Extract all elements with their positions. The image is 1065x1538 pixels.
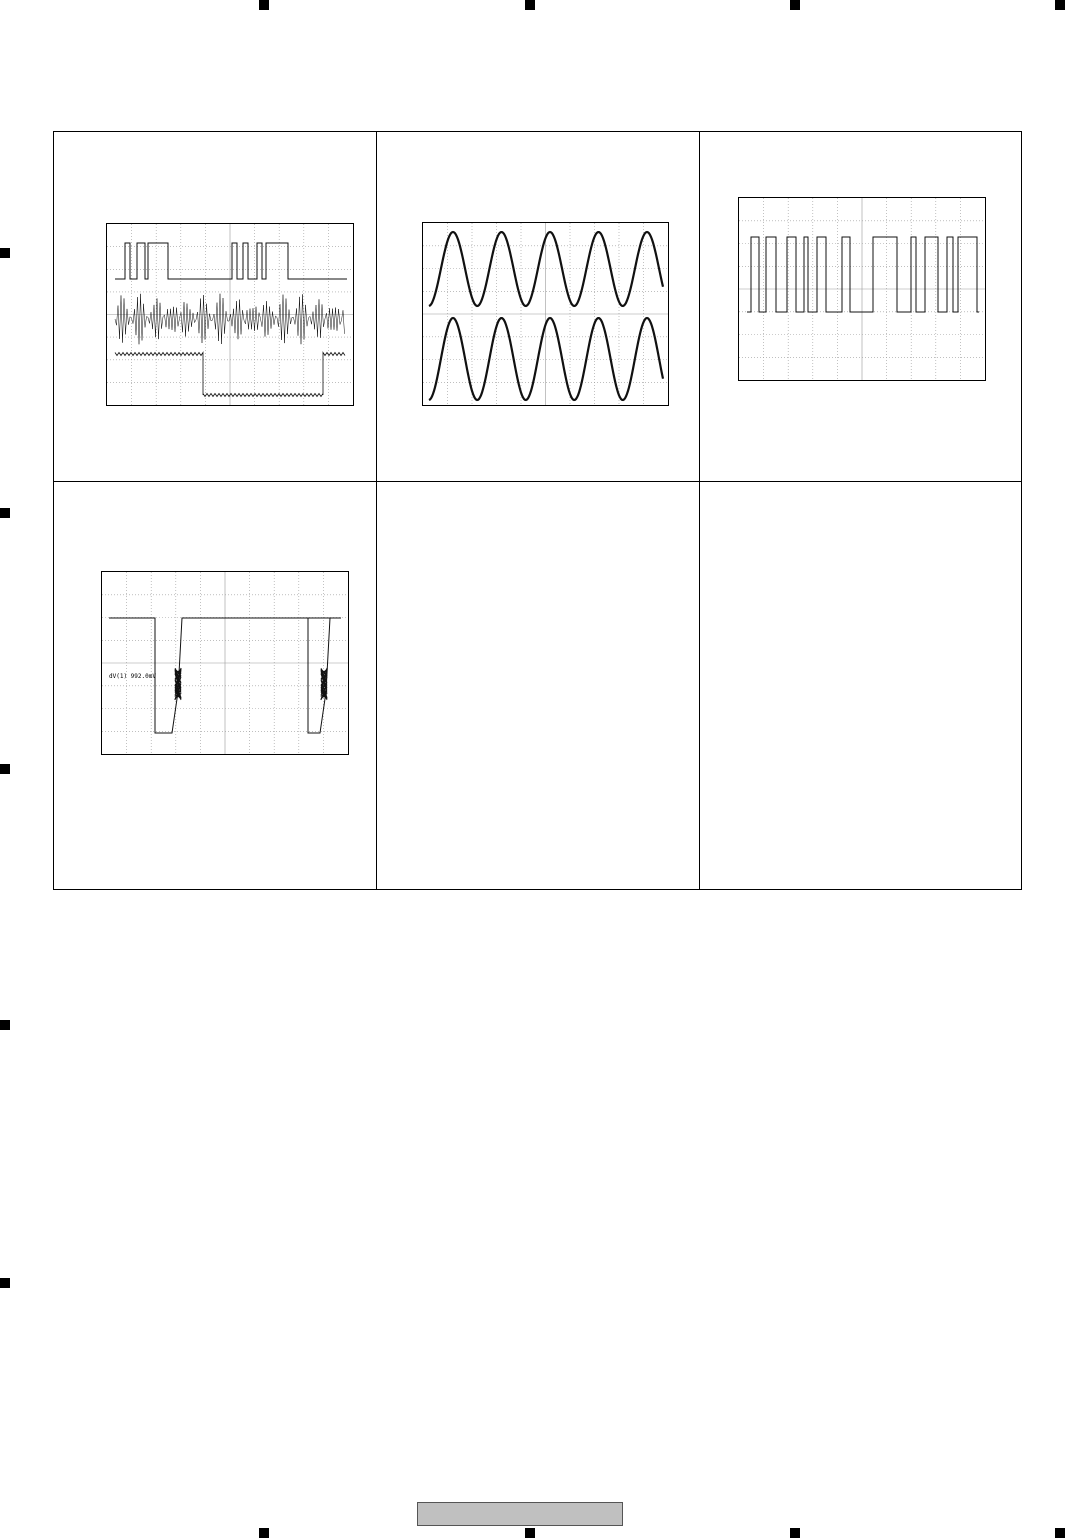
waveform-1-trace-pulses [115,243,347,279]
waveform-4-burst-2 [321,668,327,700]
waveform-3-plot [739,198,985,380]
registration-mark-top-2 [525,0,535,10]
waveform-4-burst-1 [175,668,181,700]
registration-mark-top-4 [1055,0,1065,10]
waveform-1-scope [106,223,354,406]
registration-mark-bottom-2 [525,1528,535,1538]
waveform-2-scope [422,222,669,406]
waveform-3-scope [738,197,986,381]
waveform-2-trace-upper [429,232,663,306]
table-divider-horizontal [54,481,1021,482]
registration-mark-left-5 [0,1278,10,1288]
registration-mark-top-3 [790,0,800,10]
waveform-4-plot [102,572,348,754]
registration-mark-bottom-4 [1055,1528,1065,1538]
registration-mark-left-3 [0,764,10,774]
waveform-3-trace [747,237,979,312]
waveform-4-scope [101,571,349,755]
registration-mark-left-1 [0,248,10,258]
registration-mark-top-1 [259,0,269,10]
registration-mark-left-2 [0,508,10,518]
footer-label-box [417,1502,623,1526]
waveform-1-plot [107,224,353,405]
table-divider-vertical-2 [699,132,700,889]
waveform-2-plot [423,223,668,405]
registration-mark-bottom-3 [790,1528,800,1538]
registration-mark-bottom-1 [259,1528,269,1538]
waveform-2-trace-lower [429,318,663,400]
table-divider-vertical-1 [376,132,377,889]
registration-mark-left-4 [0,1020,10,1030]
waveform-1-grid [107,224,353,405]
waveform-4-grid [102,572,348,754]
waveform-4-trace-second [298,618,341,733]
waveform-4-readout: dV(1) 992.0mV [109,673,156,680]
